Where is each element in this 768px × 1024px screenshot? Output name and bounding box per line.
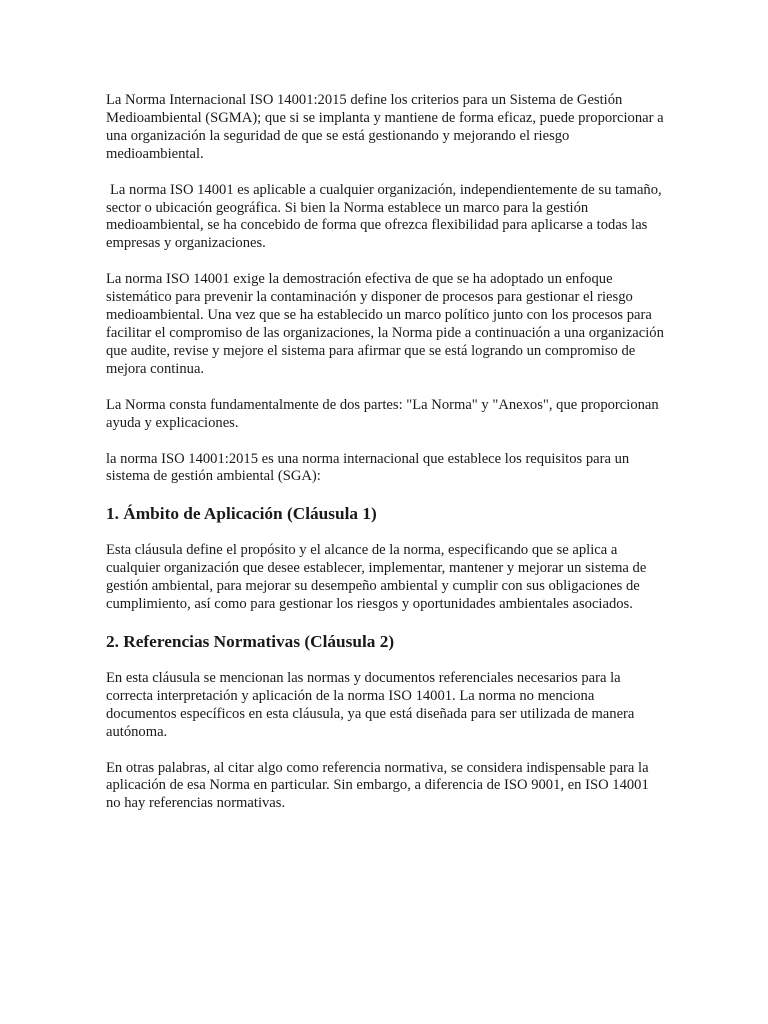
section-1-paragraph: Esta cláusula define el propósito y el alcance de la norma, especificando que se aplica a cualquier organización que desee establecer, implementar, mantener y mejorar un sistema de gestión ambiental, para mejorar su desempeño ambiental y cumplir con sus obligaciones de cumplimiento, así como para gestionar los riesgos y oportunidades ambientales asociados.	[106, 542, 647, 613]
intro-paragraph: la norma ISO 14001:2015 es una norma internacional que establece los requisitos para un sistema de gestión ambiental (SGA):	[106, 450, 630, 485]
section-1-heading: 1. Ámbito de Aplicación (Cláusula 1)	[106, 504, 377, 524]
document-page	[106, 92, 666, 831]
intro-paragraph: La norma ISO 14001 es aplicable a cualquier organización, independientemente de su tamaño, sector o ubicación geográfica. Si bien la Norma establece un marco para la gestión medioambiental, se ha concebido de forma que ofrezca flexibilidad para aplicarse a todas las empresas y organizaciones.	[106, 181, 662, 252]
intro-paragraph: La Norma Internacional ISO 14001:2015 define los criterios para un Sistema de Gestión Medioambiental (SGMA); que si se implanta y mantiene de forma eficaz, puede proporcionar a una organización la seguridad de que se está gestionando y mejorando el riesgo medioambiental.	[106, 92, 664, 162]
section-2-heading: 2. Referencias Normativas (Cláusula 2)	[106, 631, 395, 651]
section-2-paragraph: En otras palabras, al citar algo como referencia normativa, se considera indispensable para la aplicación de esa Norma en particular. Sin embargo, a diferencia de ISO 9001, en ISO 14001 no hay referencias normativas.	[106, 759, 649, 812]
intro-paragraph: La norma ISO 14001 exige la demostración efectiva de que se ha adoptado un enfoque sistemático para prevenir la contaminación y disponer de procesos para gestionar el riesgo medioambiental. Una vez que se ha establecido un marco político junto con los procesos para facilitar el compromiso de las organizaciones, la Norma pide a continuación a una organización que audite, revise y mejore el sistema para afirmar que se está logrando un compromiso de mejora continua.	[106, 271, 664, 377]
section-2-paragraph: En esta cláusula se mencionan las normas y documentos referenciales necesarios para la correcta interpretación y aplicación de la norma ISO 14001. La norma no menciona documentos específicos en esta cláusula, ya que está diseñada para ser utilizada de manera autónoma.	[106, 669, 635, 740]
intro-paragraph: La Norma consta fundamentalmente de dos partes: "La Norma" y "Anexos", que proporcionan ayuda y explicaciones.	[106, 396, 659, 431]
